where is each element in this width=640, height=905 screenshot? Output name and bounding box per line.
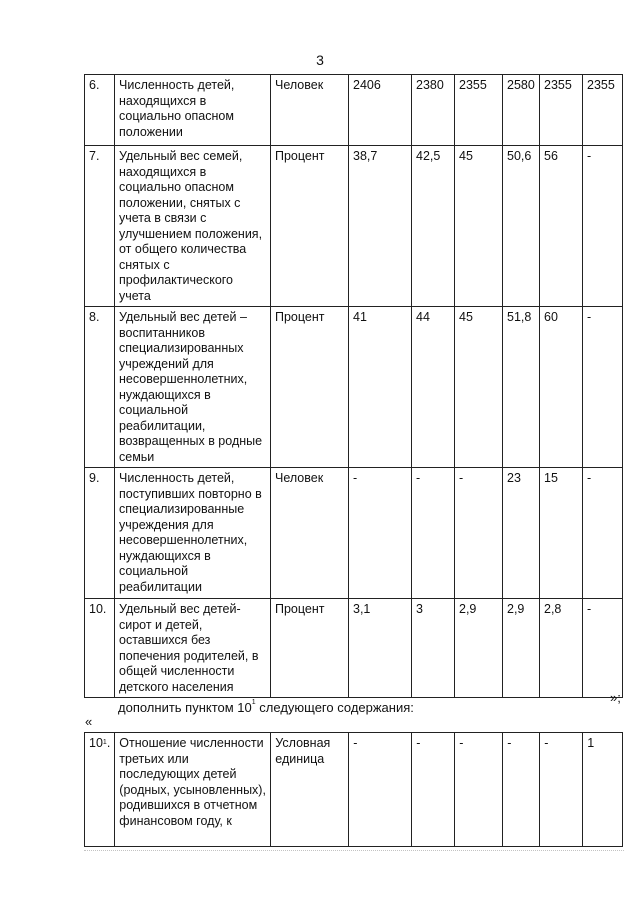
row-number-cell: 9. <box>85 468 115 599</box>
value-cell: 44 <box>412 307 455 468</box>
unit-cell: Человек <box>271 75 349 146</box>
table-row <box>85 468 623 599</box>
value-cell: 3,1 <box>349 599 412 698</box>
row-number-cell: 10. <box>85 599 115 698</box>
value-cell: - <box>583 307 623 468</box>
table-row <box>85 146 623 307</box>
value-cell: 2355 <box>540 75 583 146</box>
row-number-cell <box>85 733 115 847</box>
value-cell: 2,9 <box>503 599 540 698</box>
value-cell: 15 <box>540 468 583 599</box>
value-cell: 1 <box>583 733 623 847</box>
value-cell: 38,7 <box>349 146 412 307</box>
page-number: 3 <box>316 52 324 68</box>
unit-cell: Процент <box>271 307 349 468</box>
amendment-superscript: 1 <box>251 699 256 706</box>
new-indicator-table <box>84 732 623 847</box>
value-cell: 60 <box>540 307 583 468</box>
value-cell: - <box>412 733 455 847</box>
value-cell: - <box>583 146 623 307</box>
value-cell: 2355 <box>583 75 623 146</box>
row-number-superscript: 1 <box>102 739 107 746</box>
indicator-name-cell: Отношение численности третьих или последующих детей (родных, усыновленных), родившихся в отчетном финансовом году, к <box>115 733 271 847</box>
value-cell: - <box>583 468 623 599</box>
indicator-name-cell: Численность детей, поступивших повторно в специализированные учреждения для несовершеннолетних, нуждающихся в социальной реабилитации <box>115 468 271 599</box>
row-number-cell: 6. <box>85 75 115 146</box>
closing-quote: »; <box>610 690 621 705</box>
table-row <box>85 307 623 468</box>
value-cell: - <box>455 733 503 847</box>
amendment-paragraph <box>118 700 414 715</box>
value-cell: 45 <box>455 146 503 307</box>
value-cell: 41 <box>349 307 412 468</box>
value-cell: 2380 <box>412 75 455 146</box>
value-cell: 45 <box>455 307 503 468</box>
value-cell: 56 <box>540 146 583 307</box>
amendment-text-before: дополнить пунктом 10 <box>118 700 252 715</box>
value-cell: - <box>583 599 623 698</box>
value-cell: - <box>540 733 583 847</box>
opening-quote: « <box>85 714 93 729</box>
indicators-table <box>84 74 623 698</box>
value-cell: 50,6 <box>503 146 540 307</box>
value-cell: - <box>455 468 503 599</box>
unit-cell: Процент <box>271 599 349 698</box>
indicator-name-cell: Удельный вес детей-сирот и детей, оставшихся без попечения родителей, в общей численности детского населения <box>115 599 271 698</box>
value-cell: - <box>349 468 412 599</box>
row-number-cell: 8. <box>85 307 115 468</box>
indicators-table-body <box>85 75 623 698</box>
value-cell: 23 <box>503 468 540 599</box>
value-cell: 3 <box>412 599 455 698</box>
table-row <box>85 733 623 847</box>
value-cell: 2,8 <box>540 599 583 698</box>
unit-cell: Процент <box>271 146 349 307</box>
value-cell: - <box>503 733 540 847</box>
indicator-name-cell: Численность детей, находящихся в социально опасном положении <box>115 75 271 146</box>
row-number-suffix: . <box>106 736 111 750</box>
value-cell: 2406 <box>349 75 412 146</box>
unit-cell: Человек <box>271 468 349 599</box>
value-cell: 2355 <box>455 75 503 146</box>
indicator-name-cell: Удельный вес семей, находящихся в социально опасном положении, снятых с учета в связи с улучшением положения, от общего количества снятых с профилактического учета <box>115 146 271 307</box>
row-number-cell: 7. <box>85 146 115 307</box>
bottom-rule <box>84 850 624 851</box>
value-cell: 51,8 <box>503 307 540 468</box>
value-cell: - <box>412 468 455 599</box>
amendment-text-after: следующего содержания: <box>255 700 414 715</box>
value-cell: - <box>349 733 412 847</box>
table-row <box>85 75 623 146</box>
table-row <box>85 599 623 698</box>
value-cell: 42,5 <box>412 146 455 307</box>
value-cell: 2,9 <box>455 599 503 698</box>
unit-cell: Условная единица <box>271 733 349 847</box>
value-cell: 2580 <box>503 75 540 146</box>
indicator-name-cell: Удельный вес детей – воспитанников специализированных учреждений для несовершеннолетних, нуждающихся в социальной реабилитации, возвращенных в родные семьи <box>115 307 271 468</box>
row-number: 10 <box>89 736 103 750</box>
